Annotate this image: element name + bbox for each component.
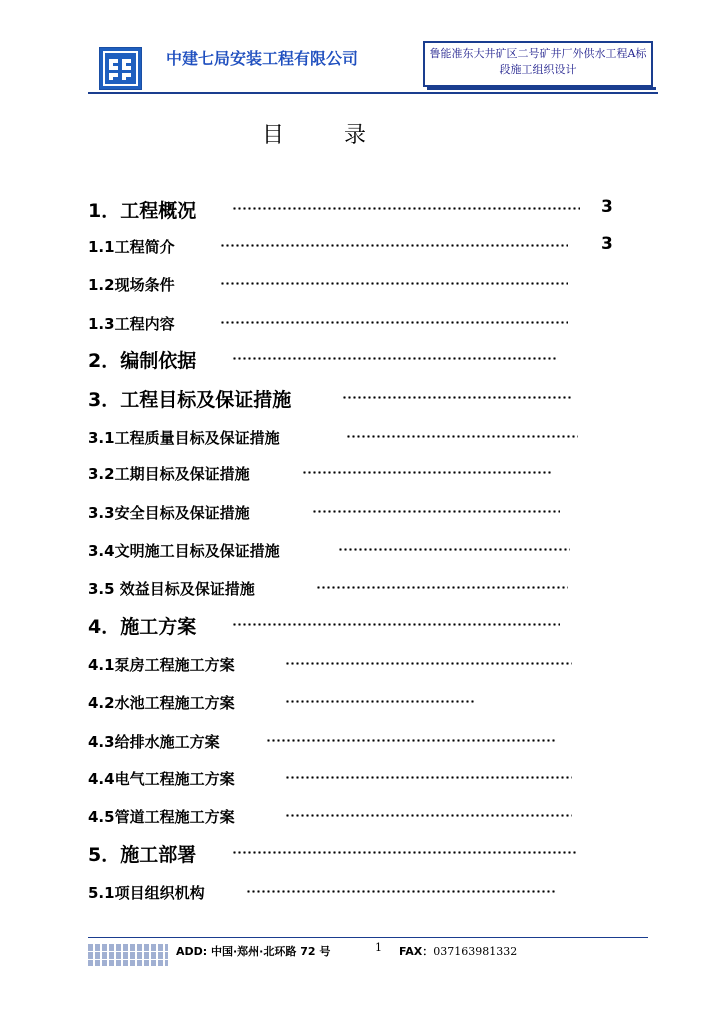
toc-entry-label: 4.4电气工程施工方案 <box>88 770 235 788</box>
toc-entry[interactable] <box>0 803 724 833</box>
toc-entry[interactable] <box>0 385 724 415</box>
footer-fax <box>399 943 517 959</box>
toc-entry-label: 3.3安全目标及保证措施 <box>88 504 250 522</box>
toc-entry[interactable] <box>0 271 724 301</box>
toc-entry[interactable] <box>0 233 724 263</box>
project-title-box <box>423 41 653 87</box>
toc-entry-label: 1.1工程简介 <box>88 238 175 256</box>
toc-dot-leader <box>285 700 476 703</box>
toc-entry[interactable] <box>0 879 724 909</box>
toc-dot-leader <box>220 244 568 247</box>
toc-entry[interactable] <box>0 765 724 795</box>
toc-dot-leader <box>220 321 568 324</box>
toc-dot-leader <box>285 776 572 779</box>
toc-dot-leader <box>302 471 552 474</box>
toc-entry[interactable] <box>0 728 724 758</box>
toc-dot-leader <box>232 207 580 210</box>
toc-entry[interactable] <box>0 537 724 567</box>
toc-dot-leader <box>266 739 556 742</box>
toc-entry-label: 4.2水池工程施工方案 <box>88 694 235 712</box>
toc-entry-page: 3 <box>601 197 613 217</box>
toc-entry-label: 5.1项目组织机构 <box>88 884 205 902</box>
toc-title: 目录 <box>262 123 427 148</box>
toc-entry-label: 1.3工程内容 <box>88 315 175 333</box>
toc-entry-page: 3 <box>601 234 613 254</box>
page-number: 1 <box>375 941 382 954</box>
toc-dot-leader <box>285 814 572 817</box>
toc-entry-label: 4.1泵房工程施工方案 <box>88 656 235 674</box>
toc-entry[interactable] <box>0 310 724 340</box>
toc-dot-leader <box>232 357 558 360</box>
toc-dot-leader <box>285 662 572 665</box>
footer-decoration <box>88 944 168 966</box>
toc-entry[interactable] <box>0 460 724 490</box>
toc-entry[interactable] <box>0 651 724 681</box>
toc-entry[interactable] <box>0 840 724 870</box>
toc-entry[interactable] <box>0 612 724 642</box>
toc-entry-label: 3.4文明施工目标及保证措施 <box>88 542 280 560</box>
toc-dot-leader <box>232 623 560 626</box>
footer-divider <box>88 937 648 938</box>
fax-number: 037163981332 <box>433 945 518 958</box>
footer-address: ADD: 中国·郑州·北环路 72 号 <box>176 945 331 958</box>
toc-dot-leader <box>246 890 556 893</box>
toc-entry-label: 3．工程目标及保证措施 <box>88 389 292 411</box>
toc-entry[interactable] <box>0 196 724 226</box>
toc-entry[interactable] <box>0 499 724 529</box>
project-title: 鲁能准东大井矿区二号矿井厂外供水工程A标段施工组织设计 <box>429 47 647 76</box>
toc-entry[interactable] <box>0 424 724 454</box>
toc-dot-leader <box>338 548 570 551</box>
toc-dot-leader <box>316 586 568 589</box>
company-logo <box>99 47 142 90</box>
toc-entry-label: 5．施工部署 <box>88 844 197 866</box>
header-divider <box>88 92 658 94</box>
toc-dot-leader <box>342 396 572 399</box>
toc-entry-label: 3.2工期目标及保证措施 <box>88 465 250 483</box>
company-name: 中建七局安装工程有限公司 <box>166 49 359 68</box>
toc-dot-leader <box>312 510 560 513</box>
toc-dot-leader <box>220 282 568 285</box>
toc-entry-label: 2．编制依据 <box>88 350 197 372</box>
toc-entry-label: 4.5管道工程施工方案 <box>88 808 235 826</box>
fax-label: FAX： <box>399 945 434 958</box>
toc-entry-label: 3.1工程质量目标及保证措施 <box>88 429 280 447</box>
toc-entry-label: 1.2现场条件 <box>88 276 175 294</box>
toc-entry-label: 4.3给排水施工方案 <box>88 733 220 751</box>
toc-entry-label: 4．施工方案 <box>88 616 197 638</box>
toc-dot-leader <box>232 851 578 854</box>
toc-entry-label: 1．工程概况 <box>88 200 197 222</box>
toc-dot-leader <box>346 435 578 438</box>
toc-entry-label: 3.5 效益目标及保证措施 <box>88 580 255 598</box>
cscec-logo-icon <box>100 48 141 89</box>
toc-entry[interactable] <box>0 346 724 376</box>
toc-entry[interactable] <box>0 689 724 719</box>
toc-entry[interactable] <box>0 575 724 605</box>
